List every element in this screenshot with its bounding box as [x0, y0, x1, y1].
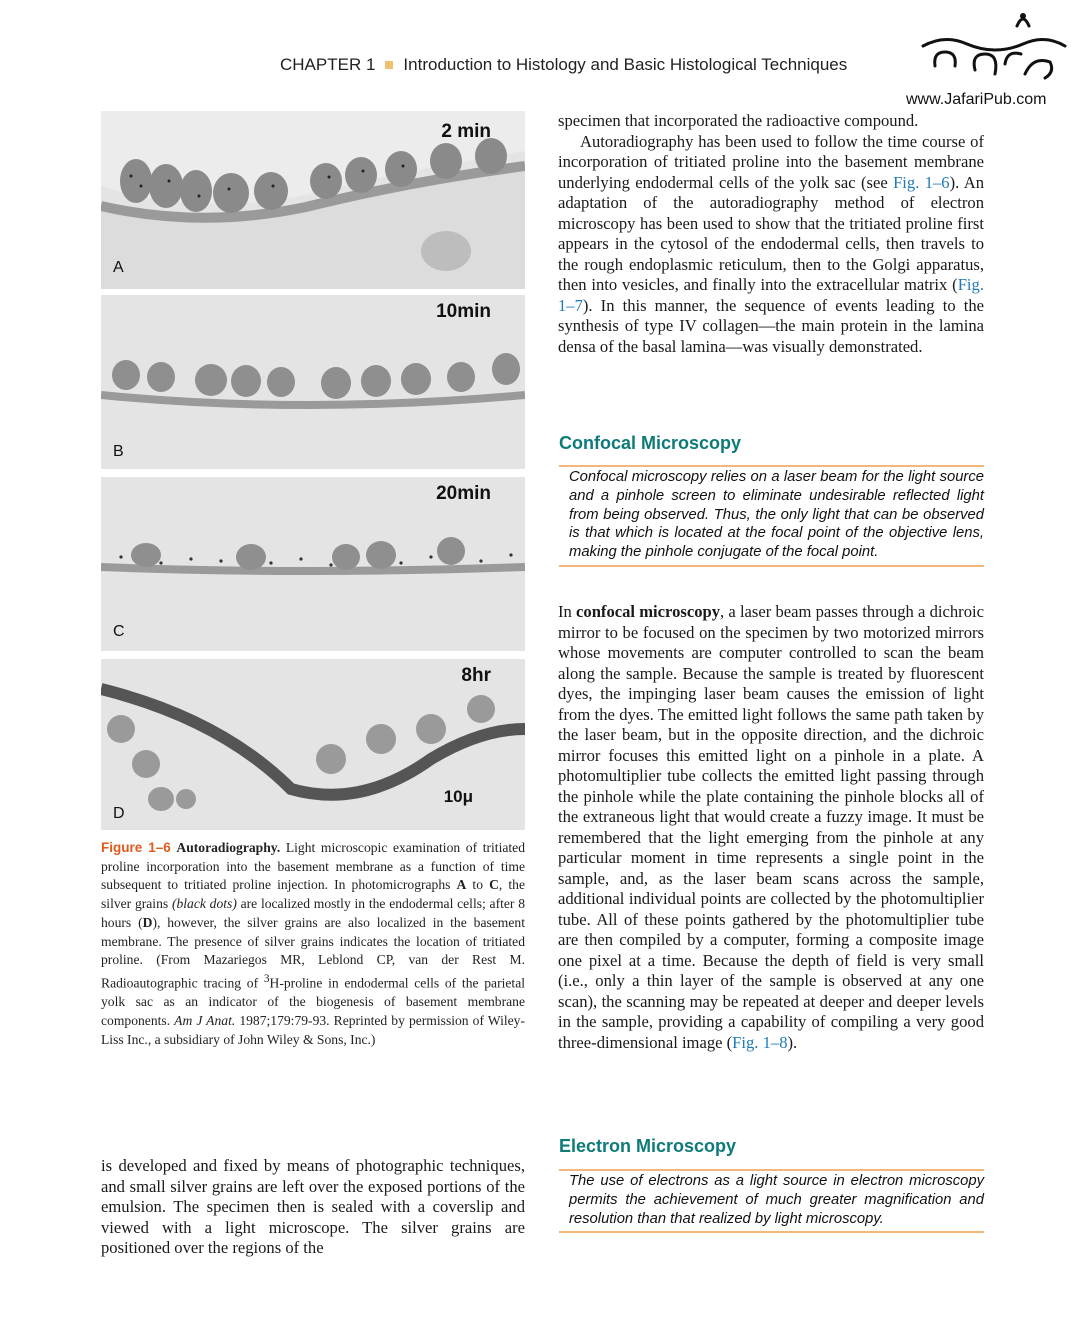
note-confocal: Confocal microscopy relies on a laser beam for the light source and a pinhole screen to eliminate undesirable reflected light from being observed. Thus, the only light that can be observed is that which is located at the focal point of the objective lens, making the pinhole conjugate of the focal point.: [559, 465, 984, 567]
heading-electron: Electron Microscopy: [559, 1136, 737, 1156]
panel-letter-a: A: [113, 259, 124, 276]
scale-bar-label: 10μ: [443, 787, 473, 806]
figure-panel-b: [101, 295, 525, 469]
panel-letter-d: D: [113, 805, 125, 822]
heading-confocal: Confocal Microscopy: [559, 433, 742, 453]
fig-1-8-link[interactable]: Fig. 1–8: [732, 1032, 788, 1052]
publisher-url: www.JafariPub.com: [906, 91, 1047, 108]
paragraph-2: Autoradiography has been used to follow the time course of incorporation of tritiated proline into the basement membrane underlying endodermal cells of the yolk sac (see Fig. 1–6). An adaptation of the autoradiography method of electron microscopy has been used to show that the tritiated proline first appears in the cytosol of the endodermal cells, then travels to the rough endoplasmic reticulum, then to the Golgi apparatus, then into vesicles, and finally into the extracellular matrix (Fig. 1–7). In this manner, the sequence of events leading to the synthesis of type IV collagen—the main protein in the lamina densa of the basal lamina—was visually demonstrated.: [558, 131, 985, 356]
right-column-intro: [558, 111, 984, 357]
left-column-text: is developed and fixed by means of photographic techniques, and small silver grains are left over the exposed portions of the emulsion. The specimen then is sealed with a coverslip and viewed with a light microscope. The silver grains are positioned over the regions of the: [101, 1156, 525, 1258]
time-label-d: 8hr: [461, 665, 491, 686]
figure-caption: Figure 1–6 Autoradiography. Light microscopic examination of tritiated proline incorporation into the basement membrane as a function of time subsequent to tritiated proline injection. In photomicrographs A to C, the silver grains (black dots) are localized mostly in the endodermal cells; after 8 hours (D), however, the silver grains are also localized in the basement membrane. The presence of silver grains indicates the location of tritiated proline. (From Mazariegos MR, Leblond CP, van der Rest M. Radioautographic tracing of $^3$H-proline in endodermal cells of the parietal yolk sac as an indicator of the biogenesis of basement membrane components. Am J Anat. 1987;179:79-93. Reprinted by permission of Wiley-Liss Inc., a subsidiary of John Wiley & Sons, Inc.): [101, 840, 526, 1047]
time-label-a: 2 min: [441, 121, 491, 142]
figure-label: Figure 1–6: [101, 840, 171, 855]
time-label-c: 20min: [436, 483, 491, 504]
figure-panel-a: [101, 111, 525, 289]
square-bullet-icon: [385, 61, 393, 69]
paragraph-3: In confocal microscopy, a laser beam passes through a dichroic mirror to be focused on the specimen by two motorized mirrors whose movements are computer controlled to scan the beam along the sample. Because the sample is treated by fluorescent dyes, the impinging laser beam causes the emission of light from the dyes. The emitted light follows the same path taken by the laser beam, but in the opposite direction, and the dichroic mirror focuses this emitted light on a pinhole in a plate. A photomultiplier tube collects the emitted light passing through the pinhole while the plate containing the pinhole blocks all of the extraneous light that would create a fuzzy image. It must be remembered that the light emerging from the pinhole at any particular moment in time represents a single point in the sample, and, as the laser beam scans across the sample, additional individual points are collected by the photomultiplier tube. All of these points gathered by the photomultiplier tube are then compiled by a computer, forming a composite image one pixel at a time. Because the depth of field is very small (i.e., only a thin layer of the sample is observed at any one scan), the scanning may be repeated at deeper and deeper levels in the sample, providing a capability of compiling a very good three-dimensional image (Fig. 1–8).: [558, 602, 984, 1052]
panel-letter-b: B: [113, 443, 124, 460]
caption-title: Autoradiography.: [176, 840, 281, 855]
chapter-number: CHAPTER 1: [280, 55, 376, 74]
figure-panel-c: [101, 477, 525, 651]
chapter-title: Introduction to Histology and Basic Histological Techniques: [403, 55, 848, 74]
right-column-confocal: [558, 602, 984, 1053]
figure-panel-d: [101, 659, 525, 830]
fig-1-6-link[interactable]: Fig. 1–6: [893, 172, 950, 192]
time-label-b: 10min: [436, 301, 491, 322]
panel-letter-c: C: [113, 623, 125, 640]
note-electron: The use of electrons as a light source in electron microscopy permits the achievement of much greater magnification and resolution than that realized by light microscopy.: [559, 1169, 984, 1233]
running-header: [280, 55, 847, 75]
paragraph-1: specimen that incorporated the radioactive compound.: [558, 111, 919, 130]
fig-1-7-link[interactable]: Fig. 1–7: [558, 275, 984, 315]
